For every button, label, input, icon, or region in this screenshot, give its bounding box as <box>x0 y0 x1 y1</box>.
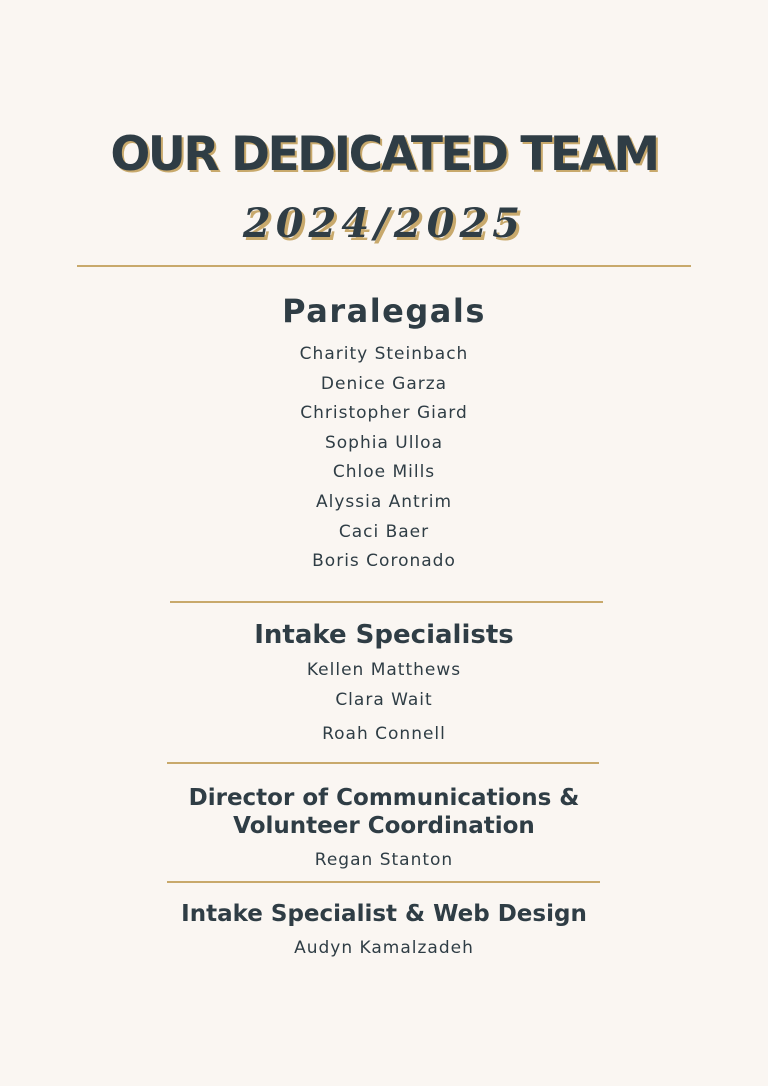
team-member: Alyssia Antrim <box>315 491 452 512</box>
section-heading-director <box>0 784 768 840</box>
divider <box>170 601 603 603</box>
section-heading-paralegals: Paralegals <box>282 292 486 330</box>
section-heading-intake-web-design: Intake Specialist & Web Design <box>181 901 587 927</box>
intake-specialists-list <box>0 656 768 753</box>
team-member: Sophia Ulloa <box>324 432 443 453</box>
section-heading-intake-specialists: Intake Specialists <box>254 620 514 650</box>
team-member: Boris Coronado <box>312 551 456 572</box>
section-heading-line: Volunteer Coordination <box>233 813 535 839</box>
divider <box>77 265 691 267</box>
section-heading-line: Director of Communications & <box>188 785 580 811</box>
team-member: Regan Stanton <box>314 850 454 870</box>
divider <box>167 881 600 883</box>
divider <box>167 762 599 764</box>
team-member: Kellen Matthews <box>306 660 462 680</box>
team-member: Denice Garza <box>320 373 448 394</box>
team-member: Roah Connell <box>322 724 446 745</box>
team-member: Christopher Giard <box>300 403 468 424</box>
team-member: Clara Wait <box>335 689 433 710</box>
team-member: Charity Steinbach <box>299 344 469 364</box>
team-member: Chloe Mills <box>332 462 436 483</box>
season-year: 2024/2025 <box>242 200 526 247</box>
team-member: Audyn Kamalzadeh <box>294 938 474 958</box>
page-title: OUR DEDICATED TEAM <box>110 127 658 182</box>
paralegals-list <box>0 340 768 577</box>
team-member: Caci Baer <box>338 521 430 542</box>
